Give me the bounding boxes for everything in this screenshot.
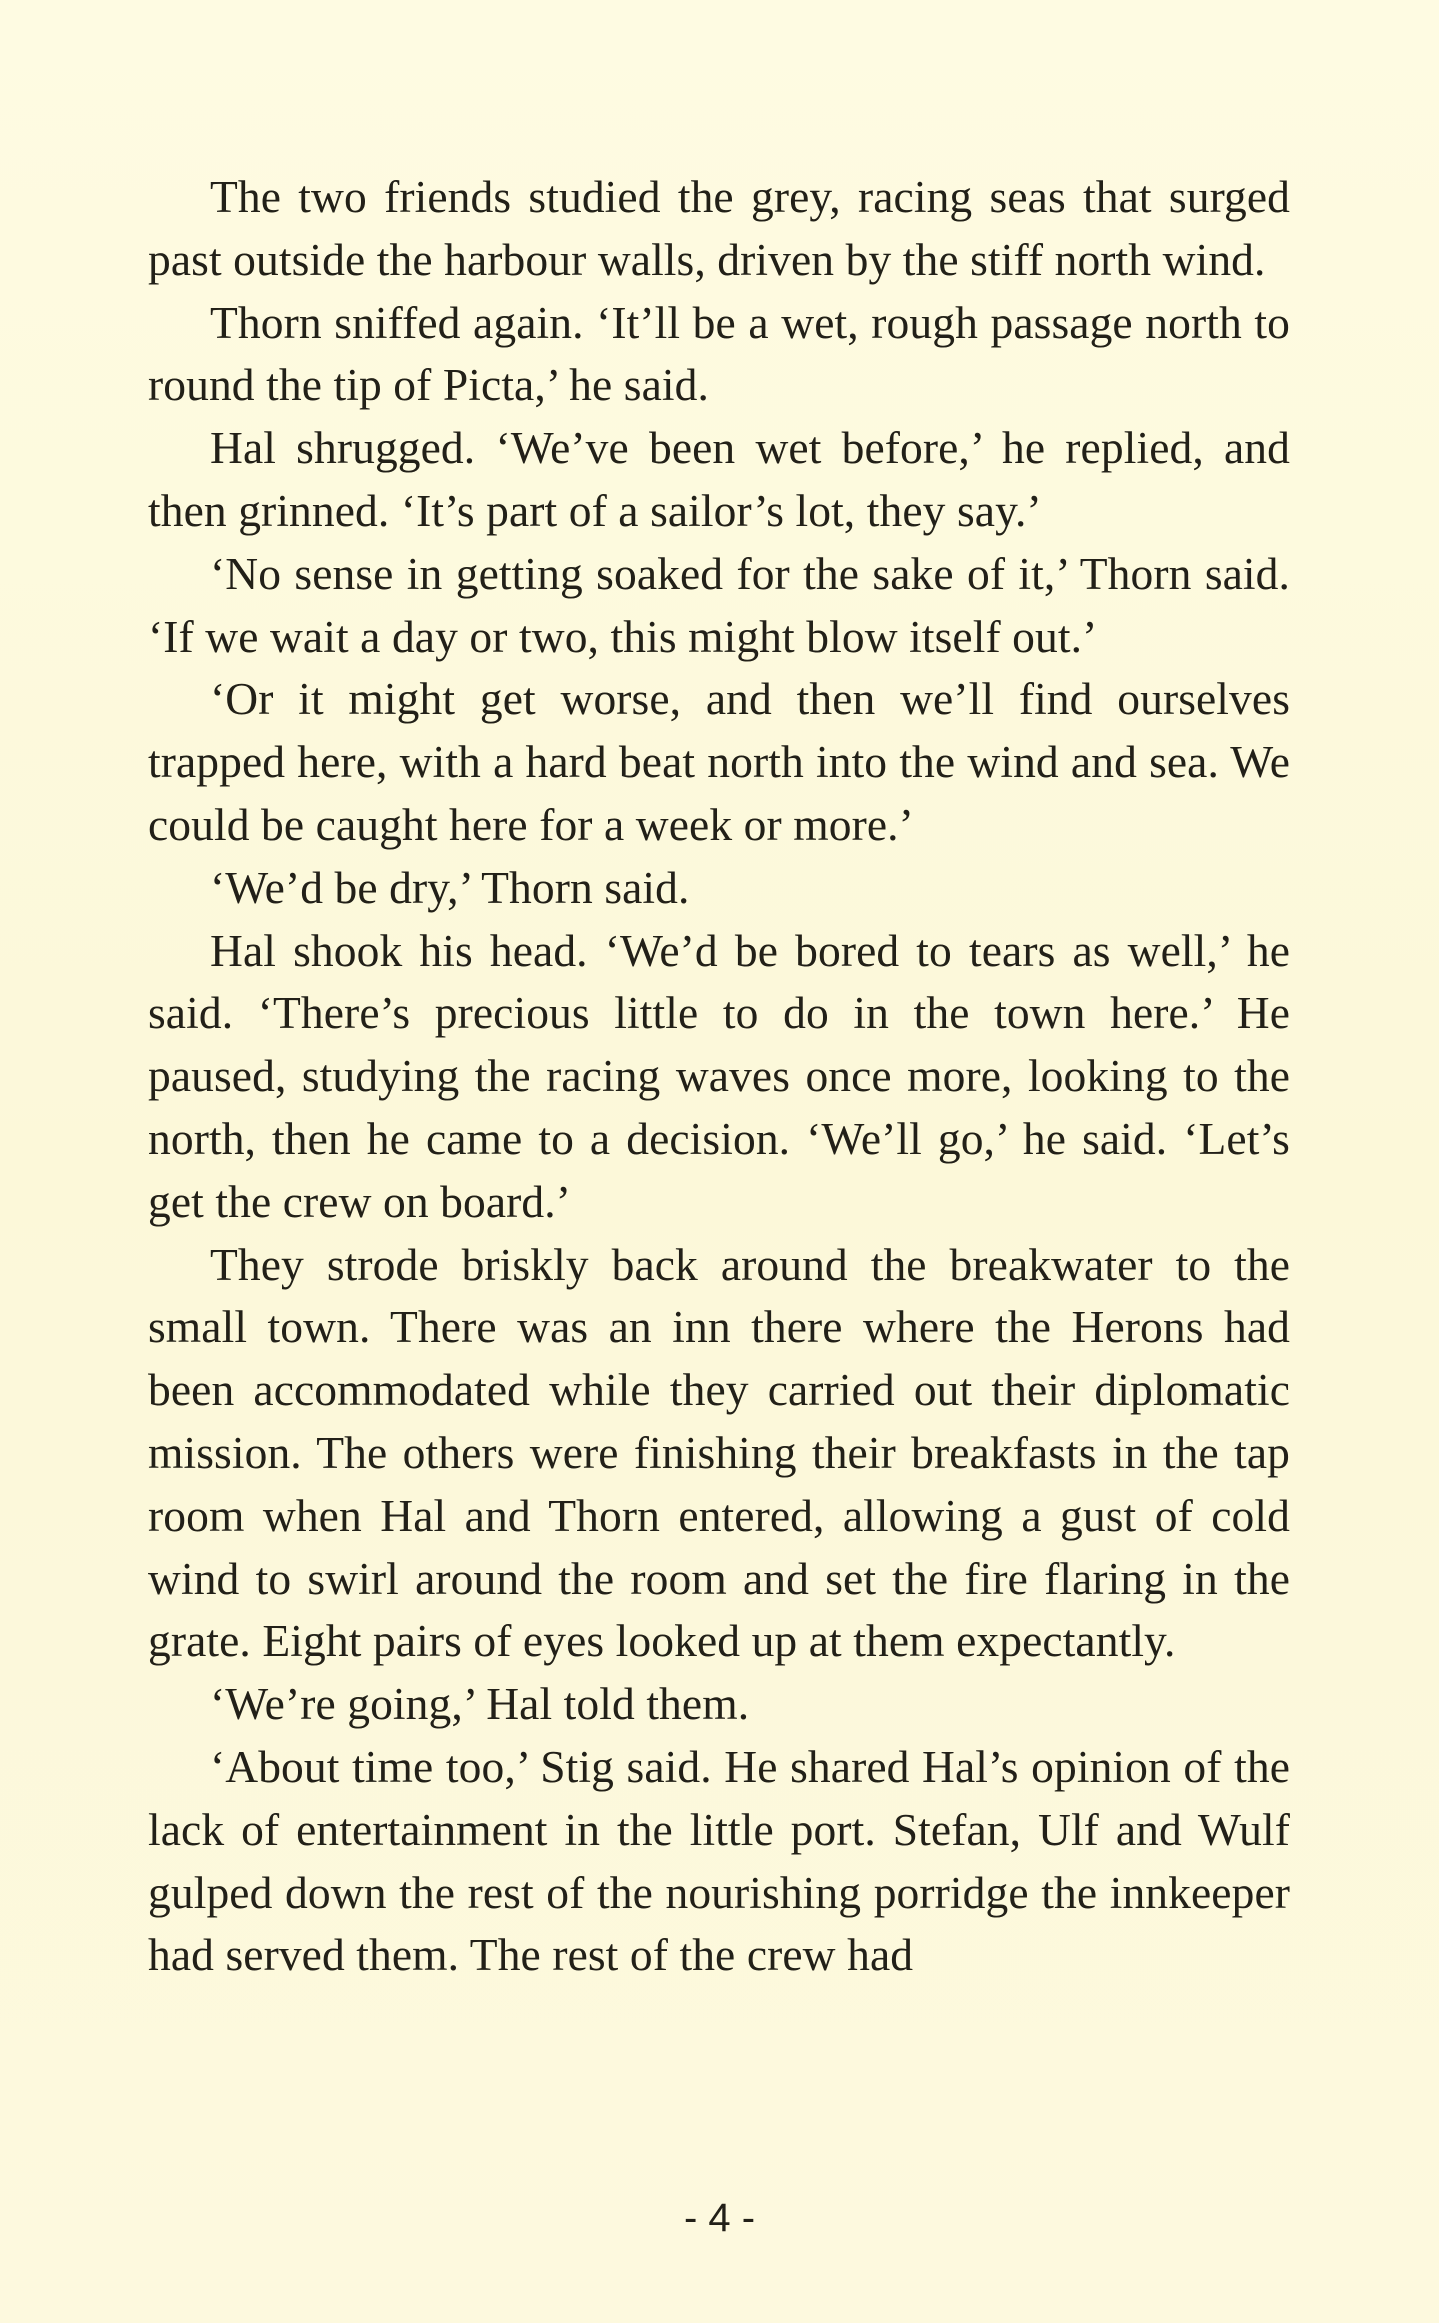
page-number: - 4 - bbox=[683, 2196, 756, 2240]
paragraph: Hal shrugged. ‘We’ve been wet before,’ he replied, and then grinned. ‘It’s part of a sailor’s lot, they say.’ bbox=[148, 422, 1290, 536]
paragraph: Thorn sniffed again. ‘It’ll be a wet, rough passage north to round the tip of Picta,’ he said. bbox=[148, 296, 1290, 411]
paragraph: ‘We’re going,’ Hal told them. bbox=[210, 1678, 750, 1730]
paragraph: ‘We’d be dry,’ Thorn said. bbox=[210, 861, 690, 913]
paragraph: They strode briskly back around the breakwater to the small town. There was an inn there where the Herons had been accommodated while they carried out their diplomatic mission. The others were finishing their breakfasts in the tap room when Hal and Thorn entered, allowing a gust of cold wind to swirl around the room and set the fire flaring in the grate. Eight pairs of eyes looked up at them expectantly. bbox=[148, 1238, 1290, 1667]
paragraph: ‘About time too,’ Stig said. He shared Hal’s opinion of the lack of entertainment in the little port. Stefan, Ulf and Wulf gulped down the rest of the nourishing porridge the innkeeper had served them. The rest of the crew had bbox=[148, 1740, 1290, 1981]
paragraph: The two friends studied the grey, racing seas that surged past outside the harbour walls, driven by the stiff north wind. bbox=[148, 171, 1290, 285]
body-text bbox=[148, 166, 1290, 1987]
paragraph: ‘No sense in getting soaked for the sake of it,’ Thorn said. ‘If we wait a day or two, this might blow itself out.’ bbox=[148, 547, 1290, 662]
paragraph: Hal shook his head. ‘We’d be bored to tears as well,’ he said. ‘There’s precious little to do in the town here.’ He paused, studying the racing waves once more, looking to the north, then he came to a decision. ‘We’ll go,’ he said. ‘Let’s get the crew on board.’ bbox=[148, 924, 1290, 1227]
paragraph: ‘Or it might get worse, and then we’ll find ourselves trapped here, with a hard beat north into the wind and sea. We could be caught here for a week or more.’ bbox=[148, 673, 1290, 850]
